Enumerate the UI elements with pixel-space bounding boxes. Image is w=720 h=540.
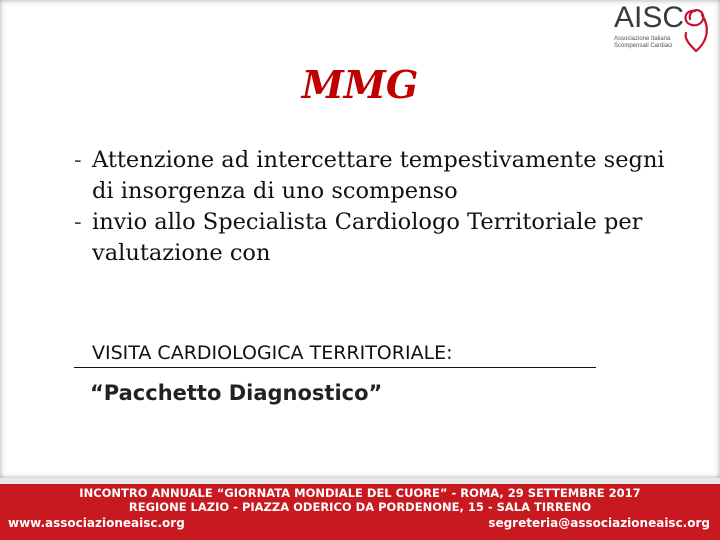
logo-name: AISC — [614, 1, 685, 34]
footer-divider — [0, 478, 720, 484]
bullet-marker: - — [74, 209, 82, 235]
aisc-logo — [610, 3, 714, 55]
footer-event-line: INCONTRO ANNUALE “GIORNATA MONDIALE DEL CUORE” - ROMA, 29 SETTEMBRE 2017 — [79, 486, 641, 500]
bullet-text: invio allo Specialista Cardiologo Territoriale per valutazione con — [92, 209, 643, 266]
bullet-text: Attenzione ad intercettare tempestivamente segni di insorgenza di uno scompenso — [92, 147, 665, 204]
footer-email-link[interactable]: segreteria@associazioneaisc.org — [488, 516, 710, 530]
logo-subtitle: Associazione Italiana Scompensati Cardiaci — [614, 36, 673, 49]
slide-title: MMG — [301, 62, 419, 107]
bullet-marker: - — [74, 147, 82, 173]
footer-website-link[interactable]: www.associazioneaisc.org — [8, 516, 185, 530]
bullet-item — [74, 207, 674, 269]
bullet-list — [74, 145, 674, 269]
footer-location-line: REGIONE LAZIO - PIAZZA ODERICO DA PORDENONE, 15 - SALA TIRRENO — [128, 500, 592, 514]
visita-heading: VISITA CARDIOLOGICA TERRITORIALE: — [74, 340, 596, 368]
bullet-item — [74, 145, 674, 207]
pacchetto-label: “Pacchetto Diagnostico” — [90, 381, 383, 405]
footer-banner — [0, 478, 720, 540]
